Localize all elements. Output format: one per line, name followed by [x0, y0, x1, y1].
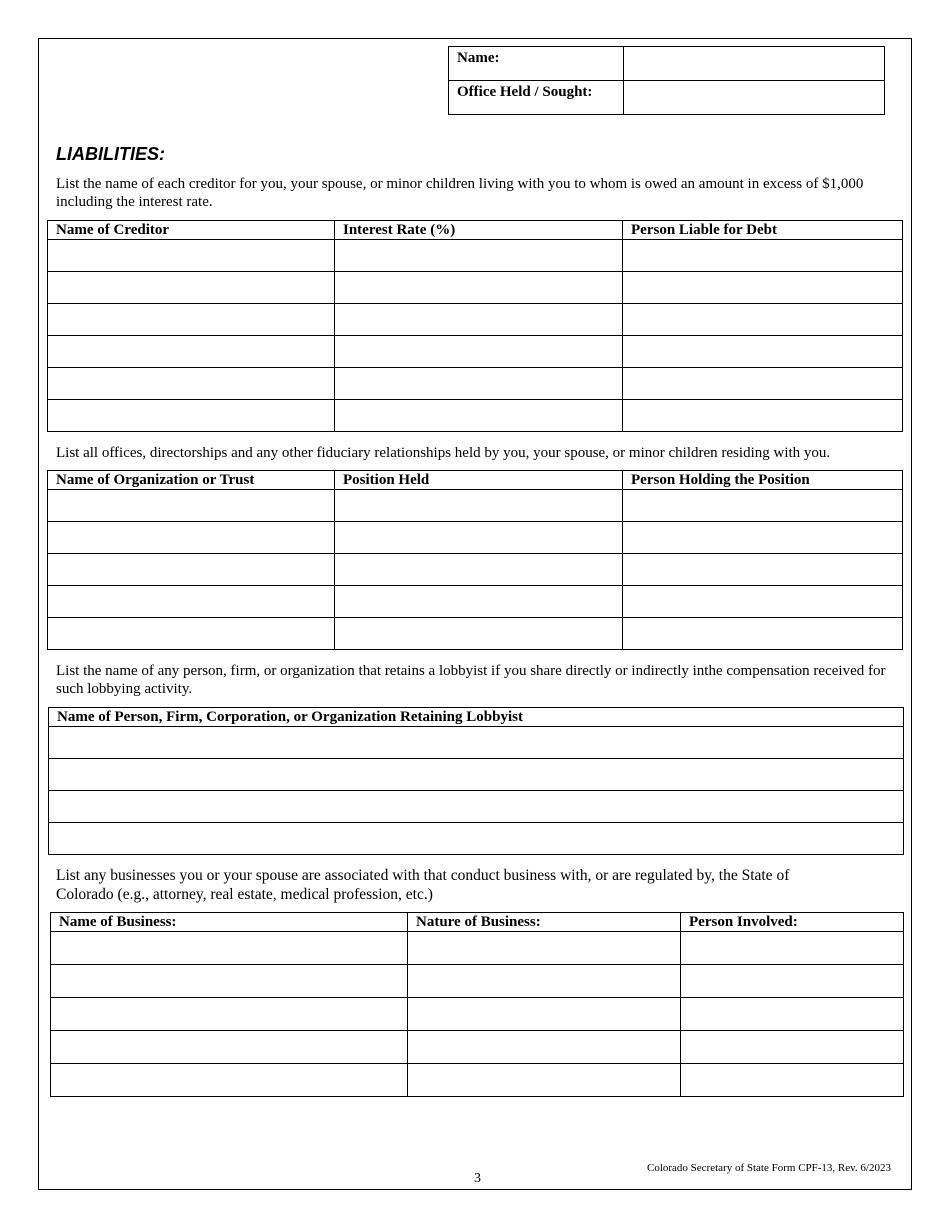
table-cell[interactable] [623, 586, 903, 618]
table-cell[interactable] [408, 1031, 681, 1064]
table-cell[interactable] [408, 932, 681, 965]
fiduciary-instruction: List all offices, directorships and any other fiduciary relationships held by you, your spouse, or minor children residing with you. [56, 445, 831, 461]
table-cell[interactable] [335, 554, 623, 586]
table-row [51, 965, 904, 998]
table-cell[interactable] [335, 304, 623, 336]
table-cell[interactable] [335, 272, 623, 304]
fiduciary-table [47, 470, 903, 650]
table-cell[interactable] [623, 522, 903, 554]
table-cell[interactable] [48, 618, 335, 650]
table-cell[interactable] [48, 522, 335, 554]
table-row [51, 932, 904, 965]
table-cell[interactable] [623, 368, 903, 400]
table-cell[interactable] [335, 586, 623, 618]
table-row [48, 336, 903, 368]
table-cell[interactable] [408, 965, 681, 998]
table-cell[interactable] [48, 240, 335, 272]
column-header: Person Involved: [681, 913, 904, 932]
table-cell[interactable] [51, 998, 408, 1031]
table-cell[interactable] [49, 791, 904, 823]
column-header: Person Holding the Position [623, 471, 903, 490]
liabilities-instruction: List the name of each creditor for you, your spouse, or minor children living with you to whom is owed an amount in excess of $1,000 including the interest rate. [56, 176, 864, 210]
table-cell[interactable] [48, 368, 335, 400]
table-row [49, 791, 904, 823]
table-cell[interactable] [335, 240, 623, 272]
table-cell[interactable] [335, 400, 623, 432]
table-cell[interactable] [623, 554, 903, 586]
table-cell[interactable] [51, 932, 408, 965]
column-header: Person Liable for Debt [623, 221, 903, 240]
table-cell[interactable] [408, 1064, 681, 1097]
lobbyist-table [48, 707, 904, 855]
lobbyist-instruction: List the name of any person, firm, or organization that retains a lobbyist if you share directly or indirectly inthe compensation received for such lobbying activity. [56, 663, 886, 697]
table-cell[interactable] [51, 1064, 408, 1097]
table-cell[interactable] [48, 272, 335, 304]
table-cell[interactable] [335, 336, 623, 368]
table-row [51, 1064, 904, 1097]
table-row [48, 618, 903, 650]
table-cell[interactable] [49, 823, 904, 855]
table-cell[interactable] [48, 490, 335, 522]
table-cell[interactable] [335, 618, 623, 650]
column-header: Name of Business: [51, 913, 408, 932]
table-cell[interactable] [51, 1031, 408, 1064]
column-header: Interest Rate (%) [335, 221, 623, 240]
table-row [48, 400, 903, 432]
table-row [49, 727, 904, 759]
name-field[interactable] [624, 47, 885, 81]
form-identifier: Colorado Secretary of State Form CPF-13, Rev. 6/2023 [646, 1162, 891, 1174]
table-cell[interactable] [48, 400, 335, 432]
page-number: 3 [474, 1171, 481, 1186]
table-cell[interactable] [681, 998, 904, 1031]
table-cell[interactable] [623, 400, 903, 432]
table-cell[interactable] [48, 586, 335, 618]
table-row [48, 586, 903, 618]
table-row [48, 554, 903, 586]
table-row [48, 490, 903, 522]
table-cell[interactable] [623, 618, 903, 650]
table-cell[interactable] [623, 336, 903, 368]
table-cell[interactable] [49, 727, 904, 759]
table-cell[interactable] [48, 554, 335, 586]
table-row [48, 368, 903, 400]
table-cell[interactable] [681, 965, 904, 998]
table-cell[interactable] [335, 368, 623, 400]
column-header: Name of Creditor [48, 221, 335, 240]
table-cell[interactable] [408, 998, 681, 1031]
name-label: Name: [449, 47, 624, 81]
column-header: Nature of Business: [408, 913, 681, 932]
table-cell[interactable] [335, 522, 623, 554]
table-cell[interactable] [623, 490, 903, 522]
table-cell[interactable] [681, 1031, 904, 1064]
table-cell[interactable] [623, 272, 903, 304]
office-field[interactable] [624, 81, 885, 115]
table-cell[interactable] [681, 932, 904, 965]
table-cell[interactable] [51, 965, 408, 998]
table-cell[interactable] [49, 759, 904, 791]
businesses-table [50, 912, 904, 1097]
table-row [48, 272, 903, 304]
column-header: Position Held [335, 471, 623, 490]
table-row [48, 304, 903, 336]
header-info-table [448, 46, 885, 115]
table-row [48, 240, 903, 272]
table-row [48, 522, 903, 554]
table-row [49, 823, 904, 855]
liabilities-table [47, 220, 903, 432]
table-cell[interactable] [623, 240, 903, 272]
businesses-instruction: List any businesses you or your spouse are associated with that conduct business with, or are regulated by, the State of Colorado (e.g., attorney, real estate, medical profession, etc.) [56, 867, 790, 903]
liabilities-heading: LIABILITIES: [56, 144, 165, 164]
table-cell[interactable] [623, 304, 903, 336]
table-cell[interactable] [681, 1064, 904, 1097]
office-label: Office Held / Sought: [449, 81, 624, 115]
table-row [49, 759, 904, 791]
table-row [51, 998, 904, 1031]
table-cell[interactable] [48, 336, 335, 368]
column-header: Name of Organization or Trust [48, 471, 335, 490]
table-cell[interactable] [48, 304, 335, 336]
table-cell[interactable] [335, 490, 623, 522]
column-header: Name of Person, Firm, Corporation, or Organization Retaining Lobbyist [49, 708, 904, 727]
table-row [51, 1031, 904, 1064]
